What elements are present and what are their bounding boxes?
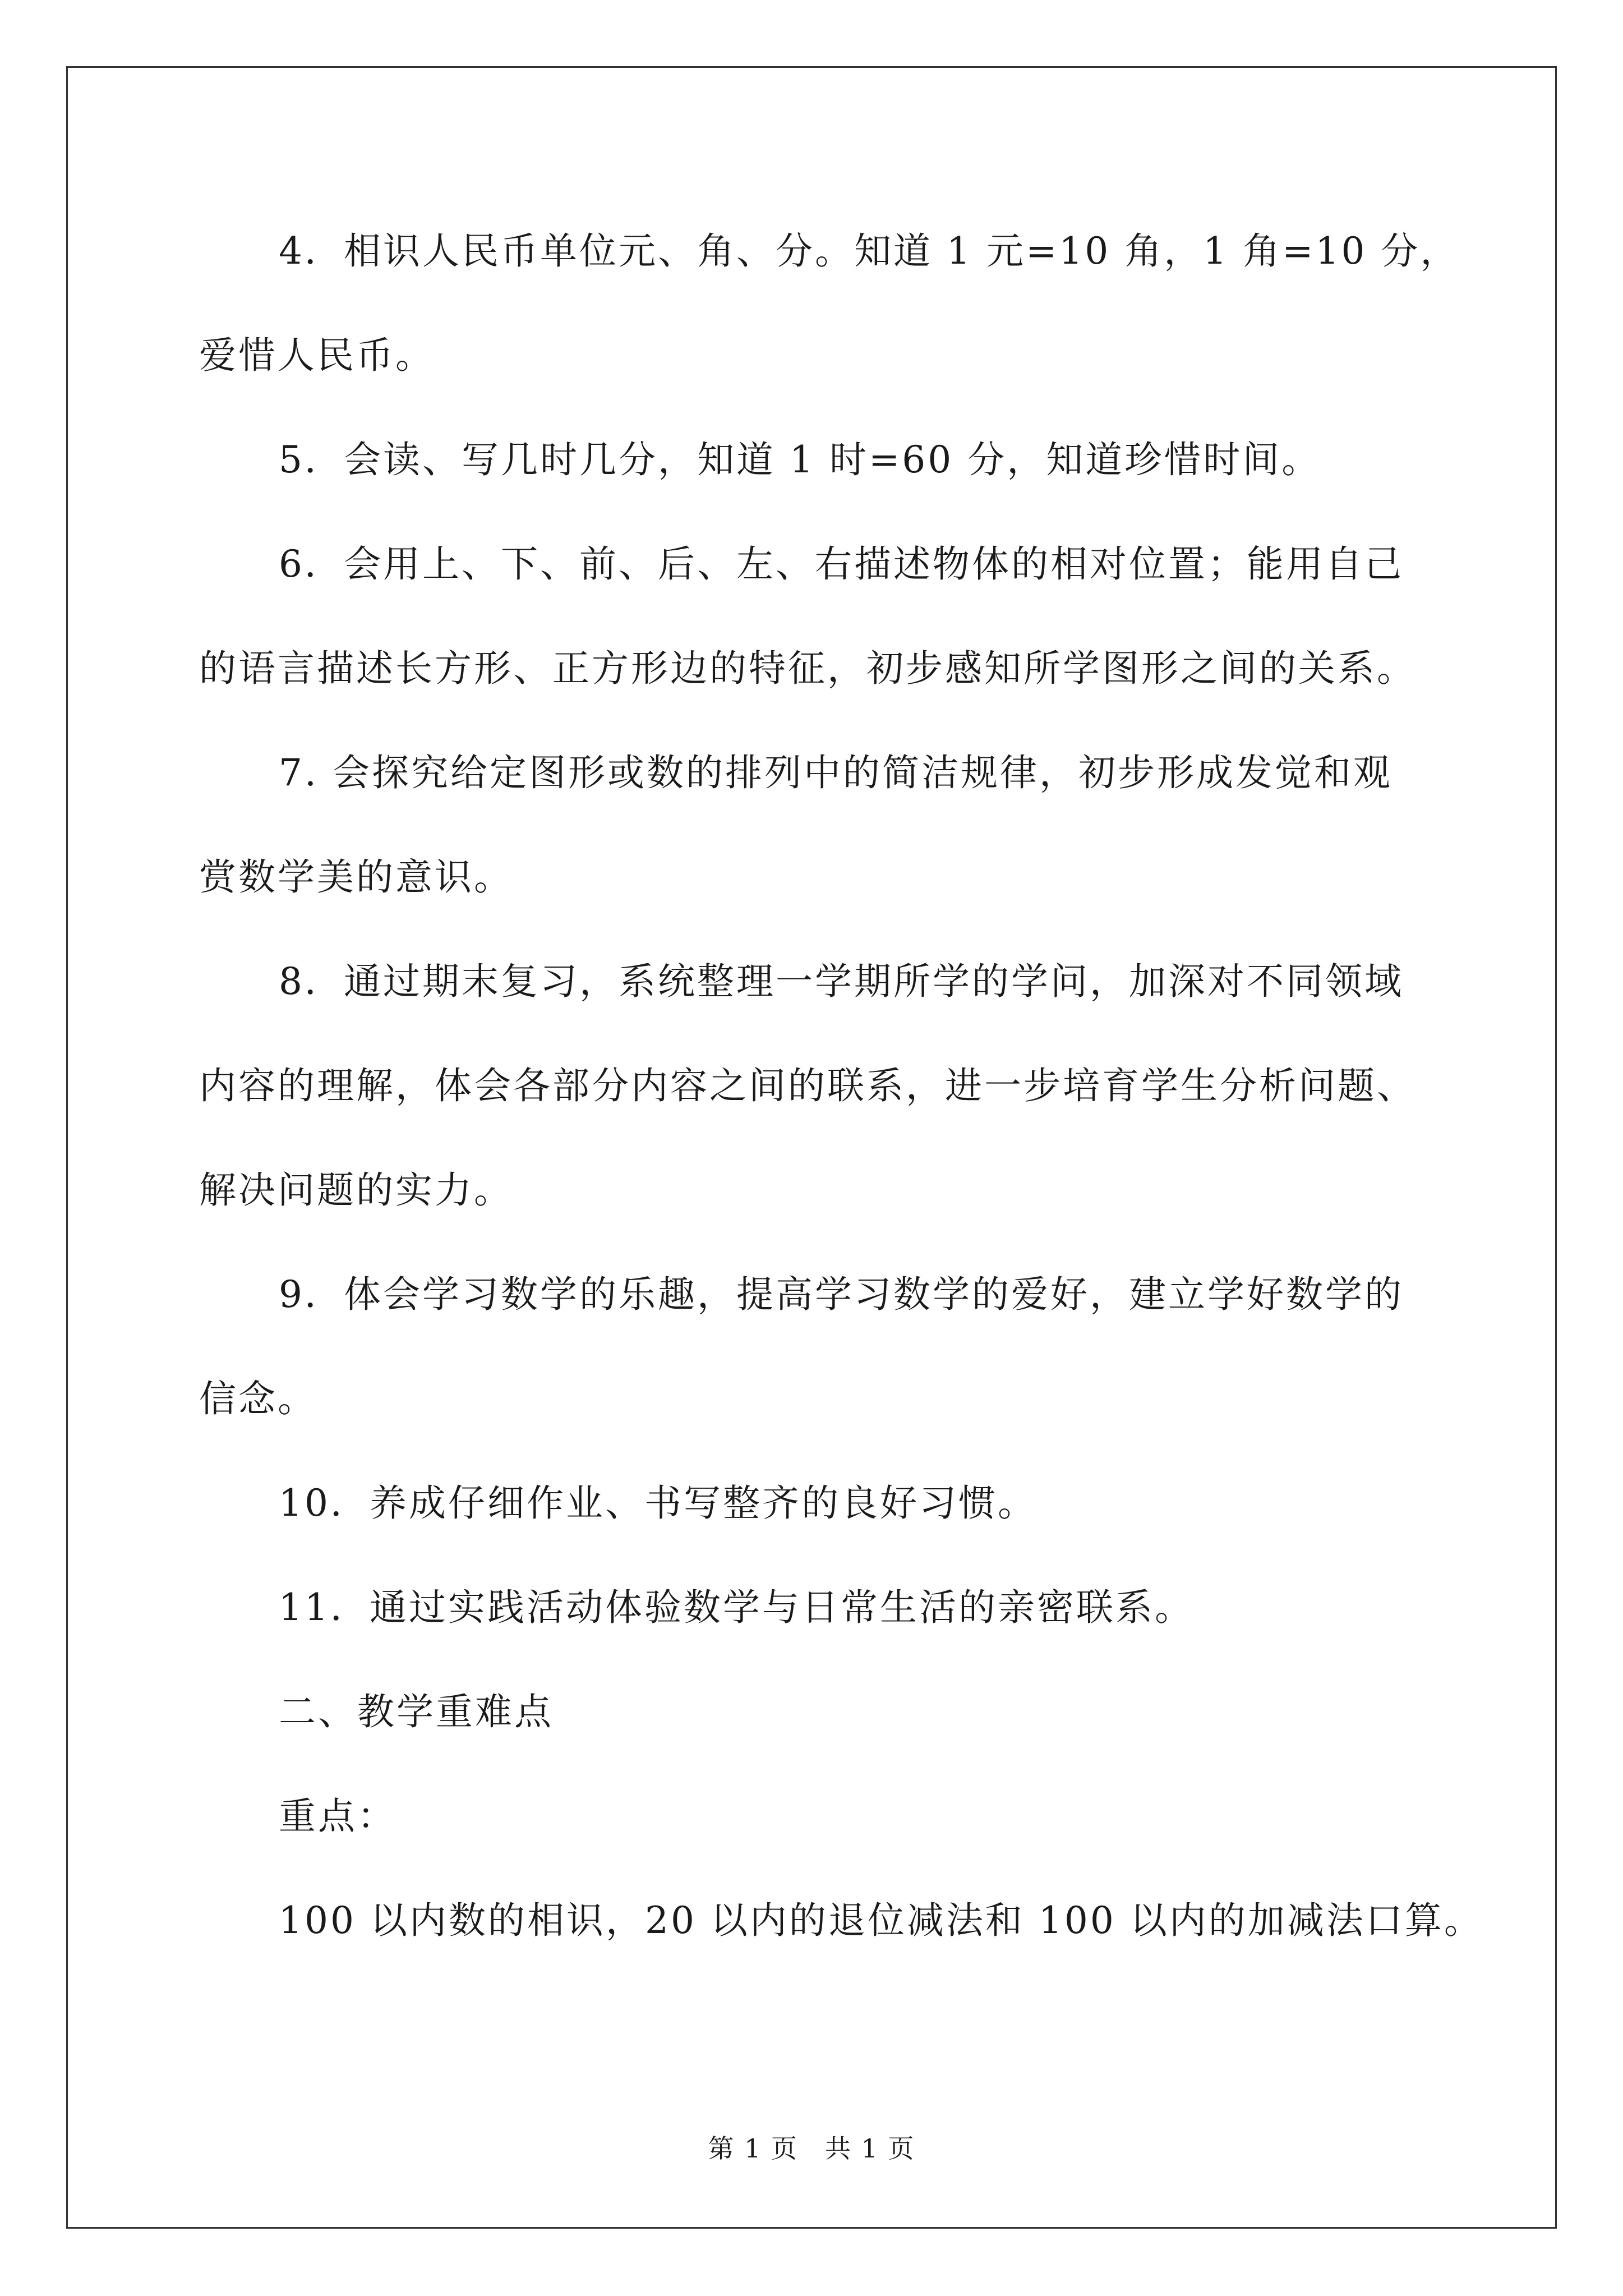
focus-label: 重点： <box>279 1795 396 1838</box>
paragraph-7-line-2: 赏数学美的意识。 <box>199 855 513 899</box>
section-heading-teaching-focus: 二、教学重难点 <box>279 1690 554 1733</box>
paragraph-8-line-1: 8．通过期末复习，系统整理一学期所学的学问，加深对不同领域 <box>279 960 1404 1003</box>
paragraph-4-line-1: 4．相识人民币单位元、角、分。知道 1 元=10 角，1 角=10 分， <box>279 229 1460 273</box>
page-footer <box>0 2132 1623 2165</box>
paragraph-7-line-1: 7. 会探究给定图形或数的排列中的简洁规律，初步形成发觉和观 <box>279 751 1393 794</box>
paragraph-6-line-1: 6．会用上、下、前、后、左、右描述物体的相对位置；能用自己 <box>279 542 1404 586</box>
page-total: 共 1 页 <box>825 2133 915 2164</box>
paragraph-9-line-1: 9．体会学习数学的乐趣，提高学习数学的爱好，建立学好数学的 <box>279 1273 1404 1316</box>
paragraph-8-line-2: 内容的理解，体会各部分内容之间的联系，进一步培育学生分析问题、 <box>199 1064 1416 1107</box>
page-number: 第 1 页 <box>708 2133 798 2164</box>
paragraph-6-line-2: 的语言描述长方形、正方形边的特征，初步感知所学图形之间的关系。 <box>199 647 1416 690</box>
focus-body-line-1: 100 以内数的相识，20 以内的退位减法和 100 以内的加减法口算。 <box>279 1899 1483 1942</box>
paragraph-8-line-3: 解决问题的实力。 <box>199 1168 513 1212</box>
paragraph-5-line-1: 5．会读、写几时几分，知道 1 时=60 分，知道珍惜时间。 <box>279 438 1321 481</box>
document-body <box>199 199 1483 1973</box>
paragraph-9-line-2: 信念。 <box>199 1377 317 1420</box>
paragraph-11-line-1: 11．通过实践活动体验数学与日常生活的亲密联系。 <box>279 1586 1194 1629</box>
paragraph-4-line-2: 爱惜人民币。 <box>199 334 435 377</box>
paragraph-10-line-1: 10．养成仔细作业、书写整齐的良好习惯。 <box>279 1481 1037 1525</box>
